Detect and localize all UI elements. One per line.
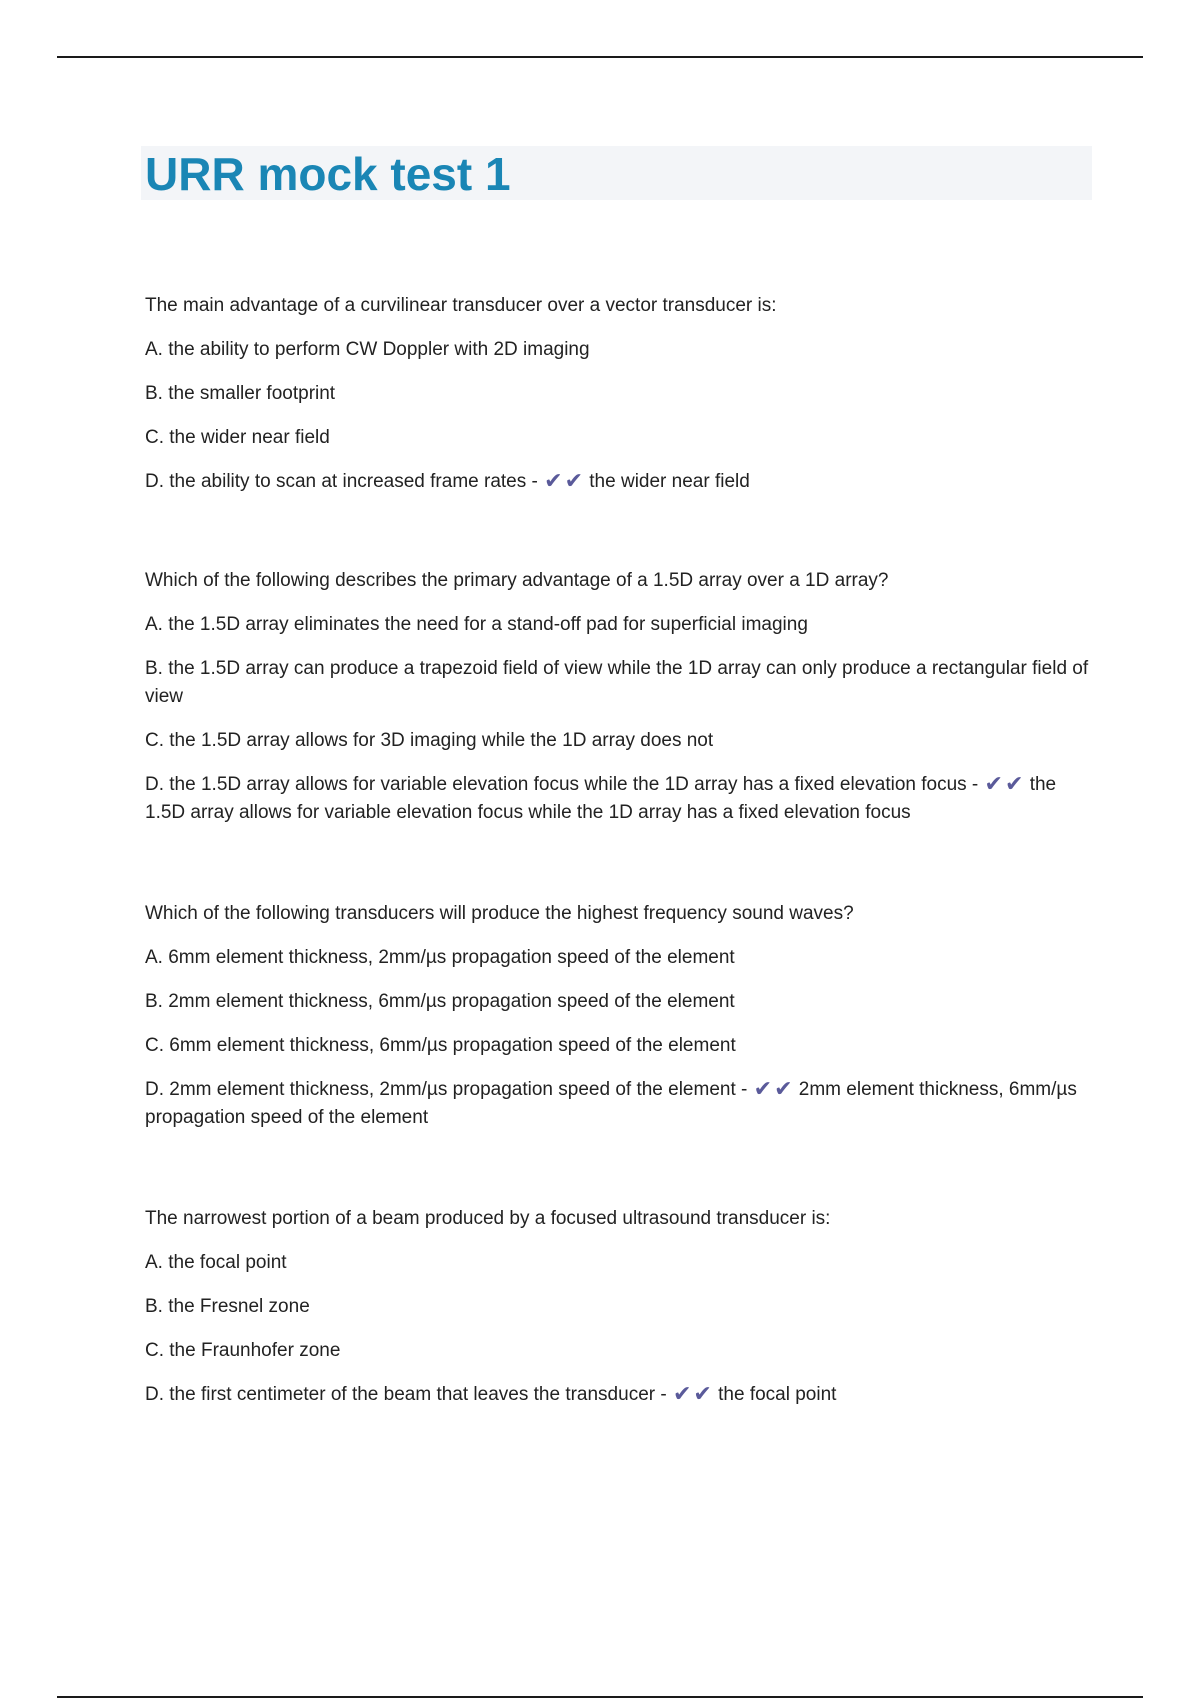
answer-text: the focal point xyxy=(718,1384,837,1405)
option-a: A. 6mm element thickness, 2mm/µs propagation speed of the element xyxy=(145,947,735,968)
option-d: D. 2mm element thickness, 2mm/µs propagation speed of the element - xyxy=(145,1079,748,1100)
option-d-with-answer xyxy=(145,771,1090,827)
question-block xyxy=(145,1205,1090,1425)
answer-text: the wider near field xyxy=(589,471,750,492)
answer-text: the 1.5D array allows for variable elevation focus while the 1D array has a fixed elevation focus xyxy=(145,774,1057,823)
check-icon: ✔ xyxy=(1004,771,1024,796)
option-d-with-answer xyxy=(145,468,1090,496)
check-icon: ✔ xyxy=(774,1076,793,1101)
check-icon: ✔ xyxy=(984,771,1003,796)
option-c: C. the wider near field xyxy=(145,427,330,448)
check-icon: ✔ xyxy=(544,468,563,493)
check-icon: ✔ xyxy=(693,1381,712,1406)
question-prompt: Which of the following transducers will produce the highest frequency sound waves? xyxy=(145,903,854,924)
question-prompt: The main advantage of a curvilinear transducer over a vector transducer is: xyxy=(145,295,777,316)
option-c: C. the 1.5D array allows for 3D imaging while the 1D array does not xyxy=(145,730,714,751)
question-block xyxy=(145,900,1090,1148)
question-prompt: The narrowest portion of a beam produced by a focused ultrasound transducer is: xyxy=(145,1208,831,1229)
footer-rule xyxy=(57,1696,1143,1698)
option-b: B. 2mm element thickness, 6mm/µs propagation speed of the element xyxy=(145,991,735,1012)
option-a: A. the ability to perform CW Doppler with 2D imaging xyxy=(145,339,590,360)
option-a: A. the 1.5D array eliminates the need for a stand-off pad for superficial imaging xyxy=(145,614,808,635)
option-b: B. the smaller footprint xyxy=(145,383,336,404)
answer-text: 2mm element thickness, 6mm/µs propagation speed of the element xyxy=(145,1079,1077,1128)
page-title: URR mock test 1 xyxy=(145,148,511,200)
option-a: A. the focal point xyxy=(145,1252,287,1273)
check-icon: ✔ xyxy=(672,1381,692,1406)
question-block xyxy=(145,292,1090,512)
option-d-with-answer xyxy=(145,1381,1090,1409)
check-icon: ✔ xyxy=(753,1076,773,1101)
question-block xyxy=(145,567,1090,843)
option-d: D. the first centimeter of the beam that leaves the transducer - xyxy=(145,1384,667,1405)
option-d-with-answer xyxy=(145,1076,1090,1132)
option-c: C. the Fraunhofer zone xyxy=(145,1340,341,1361)
option-b: B. the Fresnel zone xyxy=(145,1296,310,1317)
option-d: D. the ability to scan at increased frame rates - xyxy=(145,471,538,492)
check-icon: ✔ xyxy=(564,468,583,493)
option-d: D. the 1.5D array allows for variable elevation focus while the 1D array has a fixed elevation focus - xyxy=(145,774,979,795)
header-rule xyxy=(57,56,1143,58)
question-prompt: Which of the following describes the primary advantage of a 1.5D array over a 1D array? xyxy=(145,570,889,591)
option-b: B. the 1.5D array can produce a trapezoid field of view while the 1D array can only produce a rectangular field of view xyxy=(145,658,1089,707)
option-c: C. 6mm element thickness, 6mm/µs propagation speed of the element xyxy=(145,1035,736,1056)
